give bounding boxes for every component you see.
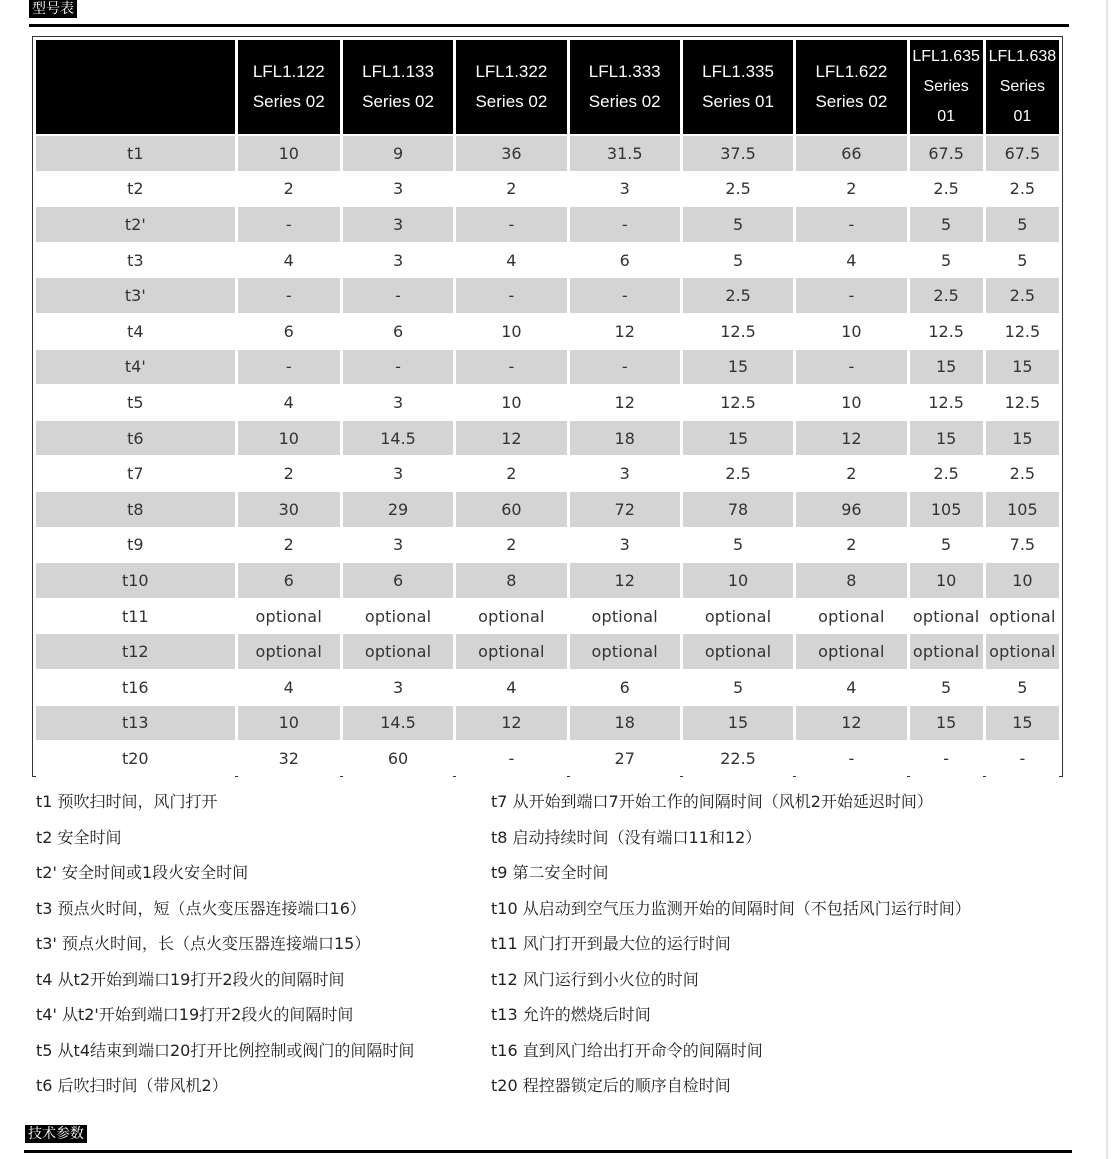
table-cell: optional bbox=[238, 634, 340, 670]
column-series: Series bbox=[999, 78, 1046, 95]
table-cell: 2 bbox=[238, 456, 340, 492]
table-cell: 78 bbox=[683, 492, 793, 528]
table-cell: 3 bbox=[343, 528, 453, 564]
table-cell: - bbox=[796, 207, 906, 243]
table-cell: 12.5 bbox=[910, 385, 983, 421]
table-row bbox=[36, 634, 1059, 670]
column-header bbox=[986, 40, 1059, 136]
row-label: t8 bbox=[36, 492, 235, 528]
table-cell: 96 bbox=[796, 492, 906, 528]
table-cell: 5 bbox=[986, 243, 1059, 279]
note-item bbox=[491, 792, 933, 812]
header-corner bbox=[36, 40, 235, 136]
table-cell: 10 bbox=[796, 314, 906, 350]
table-cell: 3 bbox=[343, 456, 453, 492]
table-cell: optional bbox=[456, 599, 566, 635]
row-label: t11 bbox=[36, 599, 235, 635]
table-cell: 2.5 bbox=[910, 278, 983, 314]
table-cell: 5 bbox=[986, 670, 1059, 706]
table-cell: 2.5 bbox=[986, 172, 1059, 208]
note-key: t10 bbox=[491, 898, 518, 918]
table-cell: optional bbox=[683, 599, 793, 635]
note-text: 从开始到端口7开始工作的间隔时间（风机2开始延迟时间） bbox=[512, 792, 933, 811]
note-text: 预吹扫时间，风门打开 bbox=[57, 792, 218, 811]
table-cell: 6 bbox=[238, 563, 340, 599]
column-series: Series 02 bbox=[815, 92, 888, 111]
note-key: t4 bbox=[36, 969, 53, 989]
note-item bbox=[491, 899, 971, 919]
table-cell: 2 bbox=[238, 528, 340, 564]
table-cell: 5 bbox=[986, 207, 1059, 243]
table-cell: 10 bbox=[683, 563, 793, 599]
note-text: 安全时间或1段火安全时间 bbox=[61, 863, 249, 882]
table-cell: 9 bbox=[343, 136, 453, 172]
table-cell: 31.5 bbox=[570, 136, 680, 172]
table-row bbox=[36, 599, 1059, 635]
table-cell: - bbox=[570, 207, 680, 243]
note-text: 从t2'开始到端口19打开2段火的间隔时间 bbox=[61, 1005, 354, 1024]
table-cell: 27 bbox=[570, 741, 680, 777]
table-cell: 2.5 bbox=[910, 172, 983, 208]
table-cell: 12.5 bbox=[683, 314, 793, 350]
table-cell: 5 bbox=[683, 207, 793, 243]
table-cell: 12 bbox=[570, 563, 680, 599]
column-model: LFL1.133 bbox=[362, 62, 434, 81]
table-row bbox=[36, 492, 1059, 528]
table-cell: 3 bbox=[343, 207, 453, 243]
table-cell: 6 bbox=[238, 314, 340, 350]
table-row bbox=[36, 670, 1059, 706]
table-cell: 67.5 bbox=[986, 136, 1059, 172]
table-cell: 2.5 bbox=[683, 278, 793, 314]
note-item bbox=[491, 934, 731, 954]
note-item bbox=[36, 1076, 228, 1096]
table-cell: optional bbox=[910, 599, 983, 635]
section-divider bbox=[29, 24, 1069, 27]
table-cell: 10 bbox=[238, 136, 340, 172]
note-text: 预点火时间，短（点火变压器连接端口16） bbox=[57, 898, 366, 918]
row-label: t2 bbox=[36, 172, 235, 208]
table-cell: 10 bbox=[910, 563, 983, 599]
table-cell: 12.5 bbox=[683, 385, 793, 421]
table-cell: 10 bbox=[796, 385, 906, 421]
note-key: t12 bbox=[491, 969, 518, 989]
table-cell: optional bbox=[796, 634, 906, 670]
row-label: t4 bbox=[36, 314, 235, 350]
table-cell: 4 bbox=[238, 670, 340, 706]
note-key: t9 bbox=[491, 863, 508, 882]
table-cell: 15 bbox=[986, 350, 1059, 386]
table-cell: optional bbox=[986, 599, 1059, 635]
table-cell: 32 bbox=[238, 741, 340, 777]
note-item bbox=[491, 863, 609, 883]
table-row bbox=[36, 243, 1059, 279]
table-cell: 18 bbox=[570, 706, 680, 742]
table-cell: - bbox=[343, 278, 453, 314]
table-cell: - bbox=[238, 207, 340, 243]
table-row bbox=[36, 706, 1059, 742]
table-cell: - bbox=[570, 278, 680, 314]
model-timing-table bbox=[33, 40, 1062, 777]
table-cell: 15 bbox=[986, 706, 1059, 742]
note-item bbox=[36, 1041, 414, 1061]
table-cell: 10 bbox=[456, 385, 566, 421]
note-item bbox=[36, 863, 248, 883]
table-cell: 10 bbox=[986, 563, 1059, 599]
note-text: 安全时间 bbox=[57, 827, 122, 847]
column-header bbox=[570, 40, 680, 136]
table-cell: - bbox=[796, 350, 906, 386]
table-cell: 6 bbox=[343, 563, 453, 599]
table-cell: 12.5 bbox=[986, 314, 1059, 350]
note-item bbox=[491, 1076, 731, 1096]
row-label: t2' bbox=[36, 207, 235, 243]
table-cell: 5 bbox=[683, 670, 793, 706]
table-cell: 2.5 bbox=[910, 456, 983, 492]
note-key: t3 bbox=[36, 898, 53, 918]
table-cell: - bbox=[910, 741, 983, 777]
table-cell: 10 bbox=[238, 421, 340, 457]
table-cell: 5 bbox=[683, 528, 793, 564]
table-row bbox=[36, 741, 1059, 777]
table-cell: 8 bbox=[796, 563, 906, 599]
table-cell: - bbox=[570, 350, 680, 386]
table-cell: 4 bbox=[456, 670, 566, 706]
note-text: 从t4结束到端口20打开比例控制或阀门的间隔时间 bbox=[57, 1040, 415, 1060]
table-cell: 30 bbox=[238, 492, 340, 528]
table-cell: - bbox=[456, 207, 566, 243]
note-text: 从启动到空气压力监测开始的间隔时间（不包括风门运行时间） bbox=[522, 898, 971, 918]
table-cell: 12 bbox=[456, 706, 566, 742]
table-cell: - bbox=[238, 350, 340, 386]
row-label: t3' bbox=[36, 278, 235, 314]
table-cell: 12 bbox=[796, 706, 906, 742]
table-cell: optional bbox=[910, 634, 983, 670]
note-key: t6 bbox=[36, 1076, 53, 1095]
row-label: t4' bbox=[36, 350, 235, 386]
column-series: Series 01 bbox=[702, 92, 774, 111]
table-cell: optional bbox=[796, 599, 906, 635]
table-cell: optional bbox=[456, 634, 566, 670]
column-series: Series 02 bbox=[588, 92, 661, 111]
table-row bbox=[36, 385, 1059, 421]
note-key: t2 bbox=[36, 827, 53, 847]
table-cell: 3 bbox=[570, 528, 680, 564]
table-cell: 2 bbox=[456, 456, 566, 492]
table-cell: 2.5 bbox=[986, 278, 1059, 314]
table-cell: - bbox=[456, 741, 566, 777]
table-cell: 15 bbox=[683, 421, 793, 457]
table-cell: 60 bbox=[343, 741, 453, 777]
note-text: 风门运行到小火位的时间 bbox=[522, 969, 699, 989]
table-cell: 12 bbox=[456, 421, 566, 457]
note-key: t3' bbox=[36, 934, 57, 953]
note-key: t16 bbox=[491, 1040, 518, 1060]
note-item bbox=[36, 970, 345, 990]
table-cell: 8 bbox=[456, 563, 566, 599]
table-cell: - bbox=[343, 350, 453, 386]
table-row bbox=[36, 172, 1059, 208]
table-row bbox=[36, 421, 1059, 457]
section-label-model-table: 型号表 bbox=[29, 0, 77, 18]
column-header bbox=[456, 40, 566, 136]
table-cell: 2 bbox=[456, 172, 566, 208]
note-text: 风门打开到最大位的运行时间 bbox=[522, 934, 731, 953]
table-cell: 4 bbox=[238, 385, 340, 421]
note-key: t8 bbox=[491, 827, 508, 847]
table-cell: 4 bbox=[796, 243, 906, 279]
note-text: 第二安全时间 bbox=[512, 863, 609, 882]
column-series: Series bbox=[923, 78, 969, 95]
table-cell: 72 bbox=[570, 492, 680, 528]
table-row bbox=[36, 278, 1059, 314]
table-row bbox=[36, 563, 1059, 599]
row-label: t5 bbox=[36, 385, 235, 421]
table-row bbox=[36, 207, 1059, 243]
row-label: t1 bbox=[36, 136, 235, 172]
table-cell: optional bbox=[683, 634, 793, 670]
note-key: t11 bbox=[491, 934, 518, 953]
note-key: t1 bbox=[36, 792, 53, 811]
table-cell: 2 bbox=[796, 528, 906, 564]
column-model: LFL1.322 bbox=[475, 62, 548, 81]
table-cell: 2 bbox=[238, 172, 340, 208]
column-model: LFL1.638 bbox=[988, 48, 1057, 65]
table-cell: optional bbox=[570, 634, 680, 670]
table-row bbox=[36, 350, 1059, 386]
table-cell: 15 bbox=[910, 421, 983, 457]
table-cell: optional bbox=[343, 634, 453, 670]
column-series: 01 bbox=[1013, 108, 1032, 125]
column-series: Series 02 bbox=[362, 92, 434, 111]
table-cell: 15 bbox=[986, 421, 1059, 457]
table-cell: 66 bbox=[796, 136, 906, 172]
table-cell: 37.5 bbox=[683, 136, 793, 172]
table-cell: optional bbox=[986, 634, 1059, 670]
row-label: t16 bbox=[36, 670, 235, 706]
table-cell: 3 bbox=[343, 243, 453, 279]
note-item bbox=[36, 828, 122, 848]
note-item bbox=[491, 1041, 763, 1061]
column-header bbox=[238, 40, 340, 136]
note-key: t20 bbox=[491, 1076, 518, 1095]
table-cell: 5 bbox=[683, 243, 793, 279]
note-item bbox=[491, 970, 699, 990]
column-header bbox=[683, 40, 793, 136]
table-cell: - bbox=[986, 741, 1059, 777]
table-cell: 5 bbox=[910, 528, 983, 564]
table-cell: 5 bbox=[910, 670, 983, 706]
table-cell: 15 bbox=[910, 706, 983, 742]
table-cell: 3 bbox=[343, 670, 453, 706]
row-label: t13 bbox=[36, 706, 235, 742]
table-cell: 2 bbox=[796, 456, 906, 492]
column-series: Series 02 bbox=[252, 92, 325, 111]
note-item bbox=[36, 934, 370, 954]
table-row bbox=[36, 136, 1059, 172]
note-item bbox=[36, 899, 366, 919]
table-row bbox=[36, 528, 1059, 564]
note-text: 启动持续时间（没有端口11和12） bbox=[512, 827, 762, 847]
column-model: LFL1.335 bbox=[702, 62, 774, 81]
table-cell: 12 bbox=[570, 385, 680, 421]
note-key: t7 bbox=[491, 792, 508, 811]
row-label: t9 bbox=[36, 528, 235, 564]
table-cell: 2 bbox=[796, 172, 906, 208]
note-key: t4' bbox=[36, 1005, 57, 1024]
table-cell: 105 bbox=[986, 492, 1059, 528]
row-label: t7 bbox=[36, 456, 235, 492]
table-cell: 15 bbox=[683, 350, 793, 386]
table-cell: 6 bbox=[343, 314, 453, 350]
row-label: t6 bbox=[36, 421, 235, 457]
table-cell: 3 bbox=[343, 172, 453, 208]
column-model: LFL1.333 bbox=[588, 62, 661, 81]
table-row bbox=[36, 314, 1059, 350]
column-header bbox=[796, 40, 906, 136]
table-cell: 6 bbox=[570, 243, 680, 279]
note-text: 预点火时间，长（点火变压器连接端口15） bbox=[61, 934, 371, 953]
table-cell: 3 bbox=[570, 456, 680, 492]
table-cell: 14.5 bbox=[343, 706, 453, 742]
table-cell: - bbox=[238, 278, 340, 314]
row-label: t3 bbox=[36, 243, 235, 279]
column-model: LFL1.635 bbox=[912, 48, 980, 65]
table-cell: 60 bbox=[456, 492, 566, 528]
row-label: t20 bbox=[36, 741, 235, 777]
table-cell: 10 bbox=[456, 314, 566, 350]
table-cell: 6 bbox=[570, 670, 680, 706]
note-item bbox=[491, 1005, 651, 1025]
table-cell: - bbox=[456, 350, 566, 386]
table-cell: 15 bbox=[683, 706, 793, 742]
table-cell: optional bbox=[238, 599, 340, 635]
note-key: t2' bbox=[36, 863, 57, 882]
table-cell: 15 bbox=[910, 350, 983, 386]
table-cell: optional bbox=[343, 599, 453, 635]
table-cell: 36 bbox=[456, 136, 566, 172]
table-cell: 14.5 bbox=[343, 421, 453, 457]
column-model: LFL1.122 bbox=[252, 62, 325, 81]
table-cell: 18 bbox=[570, 421, 680, 457]
table-cell: - bbox=[456, 278, 566, 314]
table-cell: 2 bbox=[456, 528, 566, 564]
table-cell: 2.5 bbox=[986, 456, 1059, 492]
table-row bbox=[36, 456, 1059, 492]
row-label: t12 bbox=[36, 634, 235, 670]
table-cell: 3 bbox=[570, 172, 680, 208]
table-cell: 2.5 bbox=[683, 172, 793, 208]
table-cell: 4 bbox=[238, 243, 340, 279]
page-right-border bbox=[1106, 0, 1108, 1159]
column-header bbox=[910, 40, 983, 136]
note-item bbox=[36, 792, 218, 812]
column-header bbox=[343, 40, 453, 136]
column-model: LFL1.622 bbox=[815, 62, 888, 81]
column-series: Series 02 bbox=[475, 92, 548, 111]
section-divider bbox=[24, 1150, 1072, 1153]
note-text: 后吹扫时间（带风机2） bbox=[57, 1076, 228, 1095]
note-text: 从t2开始到端口19打开2段火的间隔时间 bbox=[57, 969, 345, 989]
note-text: 程控器锁定后的顺序自检时间 bbox=[522, 1076, 731, 1095]
table-cell: 10 bbox=[238, 706, 340, 742]
table-cell: 105 bbox=[910, 492, 983, 528]
table-cell: 4 bbox=[456, 243, 566, 279]
table-cell: 5 bbox=[910, 243, 983, 279]
section-label-tech-params: 技术参数 bbox=[25, 1125, 87, 1143]
table-cell: 12 bbox=[796, 421, 906, 457]
table-cell: 4 bbox=[796, 670, 906, 706]
table-cell: - bbox=[796, 741, 906, 777]
row-label: t10 bbox=[36, 563, 235, 599]
table-cell: 5 bbox=[910, 207, 983, 243]
table-header-row bbox=[36, 40, 1059, 136]
note-item bbox=[491, 828, 761, 848]
table-cell: 67.5 bbox=[910, 136, 983, 172]
note-item bbox=[36, 1005, 353, 1025]
table-cell: 7.5 bbox=[986, 528, 1059, 564]
column-series: 01 bbox=[937, 108, 956, 125]
table-cell: 12.5 bbox=[986, 385, 1059, 421]
table-cell: - bbox=[796, 278, 906, 314]
table-cell: 2.5 bbox=[683, 456, 793, 492]
table-cell: 29 bbox=[343, 492, 453, 528]
table-cell: 12.5 bbox=[910, 314, 983, 350]
note-text: 直到风门给出打开命令的间隔时间 bbox=[522, 1040, 763, 1060]
note-text: 允许的燃烧后时间 bbox=[522, 1005, 651, 1024]
note-key: t13 bbox=[491, 1005, 518, 1024]
note-key: t5 bbox=[36, 1040, 53, 1060]
table-cell: 22.5 bbox=[683, 741, 793, 777]
table-cell: optional bbox=[570, 599, 680, 635]
table-cell: 12 bbox=[570, 314, 680, 350]
table-cell: 3 bbox=[343, 385, 453, 421]
